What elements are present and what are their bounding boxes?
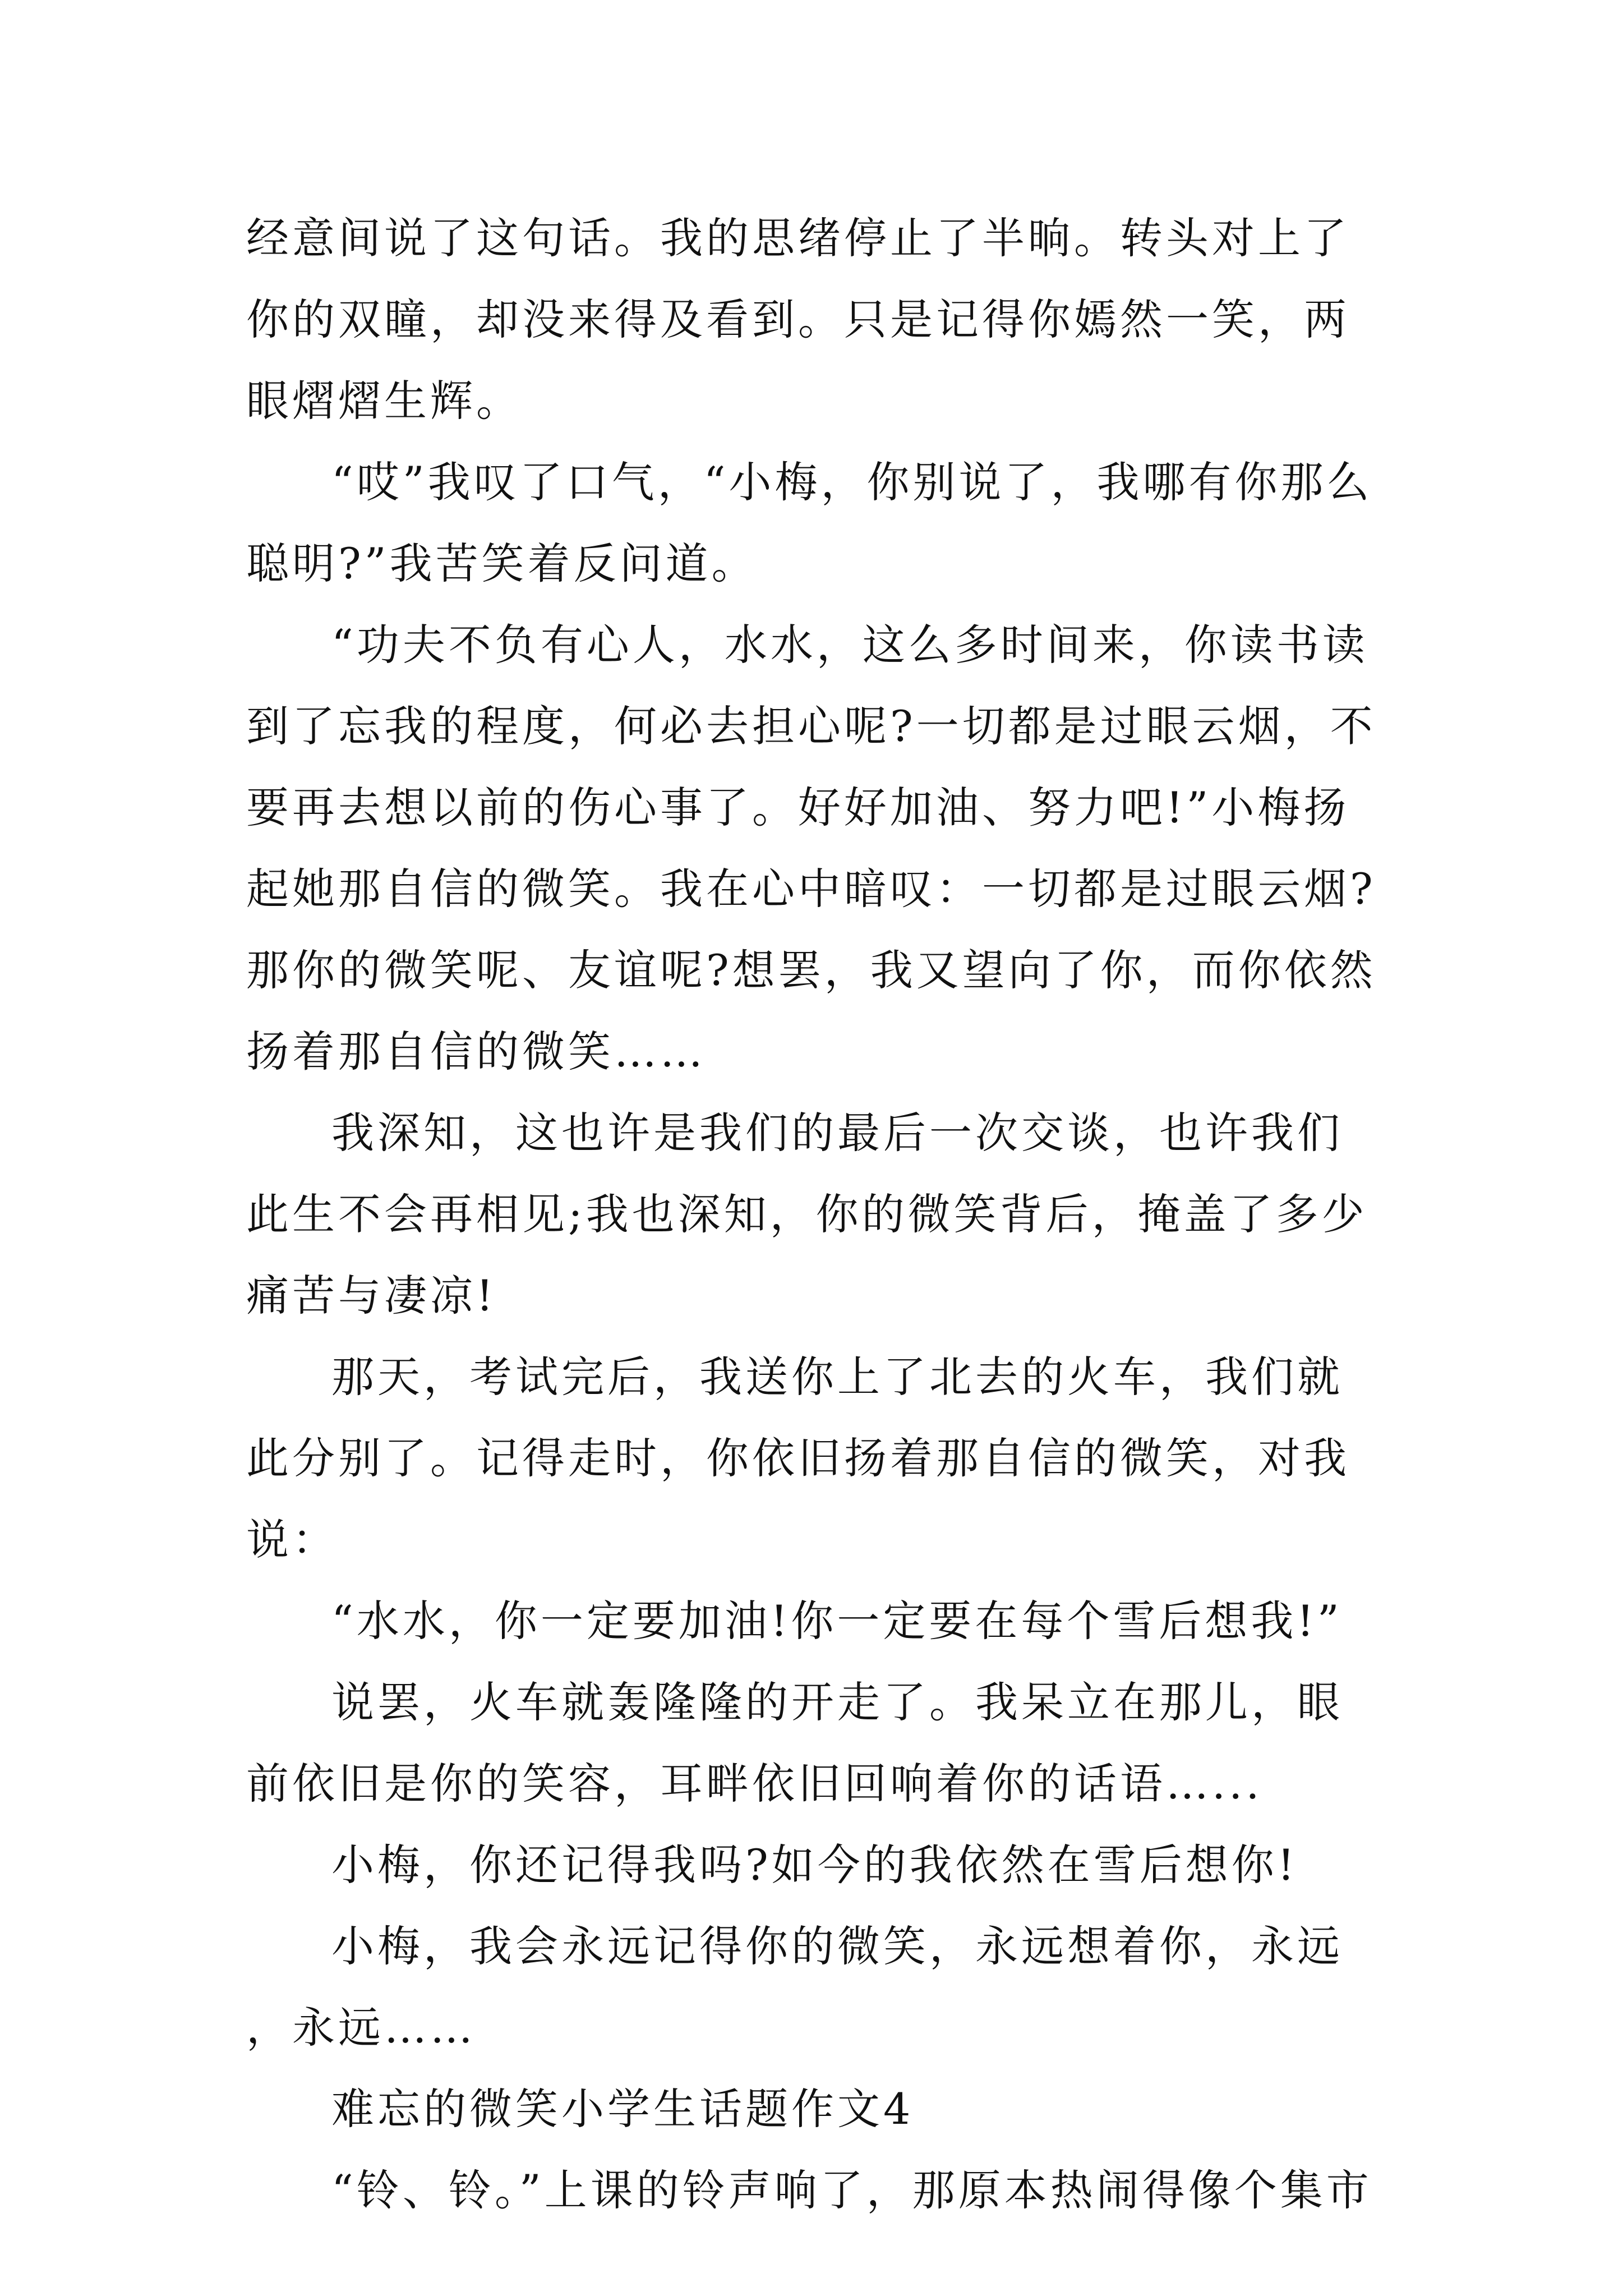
paragraph-4: 我深知，这也许是我们的最后一次交谈，也许我们此生不会再相见;我也深知，你的微笑背后，掩盖了多少痛苦与凄凉!	[246, 1108, 1368, 1320]
paragraph-1: 经意间说了这句话。我的思绪停止了半晌。转头对上了你的双瞳，却没来得及看到。只是记得你嫣然一笑，两眼熠熠生辉。	[246, 213, 1350, 426]
paragraph-7: 说罢，火车就轰隆隆的开走了。我呆立在那儿，眼前依旧是你的笑容，耳畔依旧回响着你的话语…...	[246, 1677, 1343, 1809]
paragraph-9: 小梅，我会永远记得你的微笑，永远想着你，永远，永远……	[246, 1921, 1343, 2053]
paragraph-8: 小梅，你还记得我吗?如今的我依然在雪后想你!	[331, 1840, 1298, 1890]
paragraph-5: 那天，考试完后，我送你上了北去的火车，我们就此分别了。记得走时，你依旧扬着那自信的微笑，对我说：	[246, 1352, 1350, 1565]
paragraph-3: “功夫不负有心人，水水，这么多时间来，你读书读到了忘我的程度，何必去担心呢?一切都是过眼云烟，不要再去想以前的伤心事了。好好加油、努力吧!”小梅扬起她那自信的微笑。我在心中暗叹：一切都是过眼云烟?那你的微笑呢、友谊呢?想罢，我又望向了你，而你依然扬着那自信的微笑……	[246, 620, 1376, 1076]
section-title: 难忘的微笑小学生话题作文4	[331, 2084, 914, 2134]
paragraph-6: “水水，你一定要加油!你一定要在每个雪后想我!”	[331, 1596, 1343, 1646]
essay-body	[246, 197, 1385, 2231]
paragraph-10: “铃、铃。”上课的铃声响了，那原本热闹得像个集市	[331, 2165, 1372, 2215]
paragraph-2: “哎”我叹了口气，“小梅，你别说了，我哪有你那么聪明?”我苦笑着反问道。	[246, 457, 1373, 588]
